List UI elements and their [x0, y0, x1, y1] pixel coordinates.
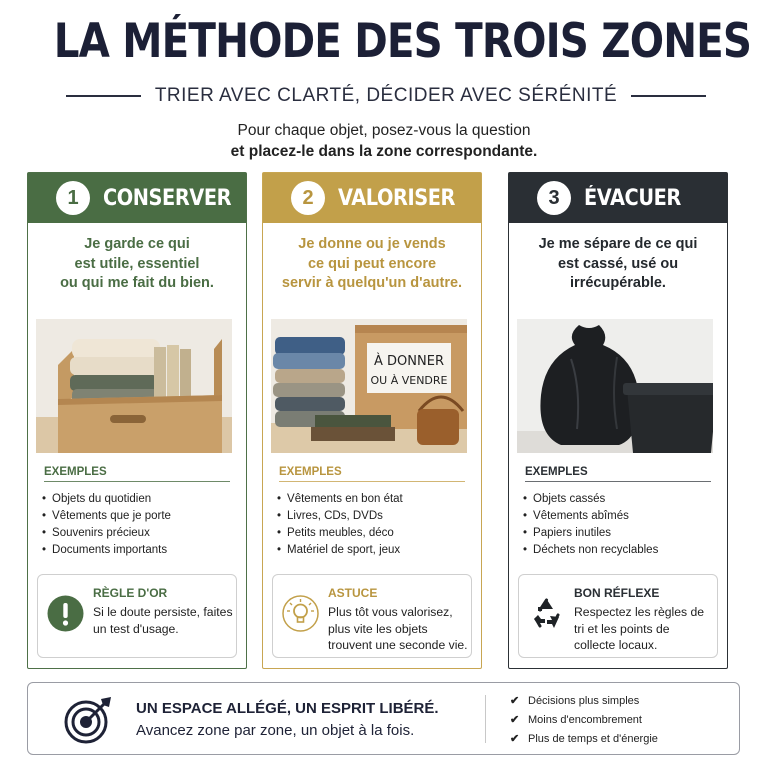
zone-number: 2 — [291, 181, 325, 215]
list-item — [510, 730, 658, 749]
zone-description — [28, 235, 246, 294]
target-icon — [63, 695, 113, 745]
zone-title: VALORISER — [338, 185, 455, 211]
zone-title: CONSERVER — [103, 185, 232, 211]
tip-box — [37, 574, 237, 658]
banner-subtitle: Avancez zone par zone, un objet à la fois. — [136, 722, 415, 739]
tip-box — [272, 574, 472, 658]
list-item — [510, 711, 658, 730]
examples-heading: EXEMPLES — [525, 466, 711, 482]
lightbulb-icon — [282, 595, 319, 632]
zone-number: 1 — [56, 181, 90, 215]
zone-description — [509, 235, 727, 294]
zone-card-evacuer — [508, 172, 728, 669]
zone-description — [263, 235, 481, 294]
tip-box — [518, 574, 718, 658]
photo-label: À DONNER — [374, 354, 444, 369]
zone-number: 3 — [537, 181, 571, 215]
summary-banner — [27, 682, 740, 755]
benefit-label: Plus de temps et d'énergie — [528, 733, 658, 745]
list-item: • Documents importants — [42, 542, 171, 559]
desc-line: ou qui me fait du bien. — [60, 275, 214, 291]
divider — [485, 695, 486, 743]
tip-title: ASTUCE — [328, 586, 378, 600]
examples-list — [277, 491, 403, 559]
desc-line: est utile, essentiel — [74, 255, 200, 272]
list-item — [510, 692, 658, 711]
zone-header — [263, 173, 481, 223]
zone-card-conserver — [27, 172, 247, 669]
intro-line-1: Pour chaque objet, posez-vous la question — [237, 122, 531, 139]
examples-heading: EXEMPLES — [279, 466, 465, 482]
check-icon: ✔ — [510, 695, 520, 707]
tip-title: RÈGLE D'OR — [93, 586, 168, 600]
zone-card-valoriser — [262, 172, 482, 669]
list-item: • Papiers inutiles — [523, 525, 658, 542]
zone-header — [509, 173, 727, 223]
photo-donation-box — [271, 319, 467, 453]
zone-header — [28, 173, 246, 223]
list-item: • Matériel de sport, jeux — [277, 542, 403, 559]
list-item: • Déchets non recyclables — [523, 542, 658, 559]
page-title: LA MÉTHODE DES TROIS ZONES — [53, 14, 752, 69]
examples-list — [523, 491, 658, 559]
desc-line: ce qui peut encore — [307, 255, 437, 272]
list-item: • Objets du quotidien — [42, 491, 171, 508]
list-item: • Livres, CDs, DVDs — [277, 508, 403, 525]
tip-title: BON RÉFLEXE — [574, 586, 660, 600]
list-item: • Souvenirs précieux — [42, 525, 171, 542]
intro — [0, 120, 768, 162]
tip-text: Respectez les règles de tri et les points de collecte locaux. — [574, 605, 705, 652]
list-item: • Vêtements que je porte — [42, 508, 171, 525]
desc-line: Je donne ou je vends — [298, 236, 446, 252]
subtitle: TRIER AVEC CLARTÉ, DÉCIDER AVEC SÉRÉNITÉ — [154, 85, 618, 106]
intro-line-2: et placez-le dans la zone correspondante. — [230, 143, 538, 160]
list-item: • Vêtements en bon état — [277, 491, 403, 508]
examples-heading: EXEMPLES — [44, 466, 230, 482]
desc-line: est cassé, usé ou — [557, 255, 679, 272]
check-icon: ✔ — [510, 733, 520, 745]
divider-right — [631, 95, 706, 97]
list-item: • Objets cassés — [523, 491, 658, 508]
subtitle-row — [66, 84, 706, 108]
zone-title: ÉVACUER — [584, 185, 681, 211]
exclamation-icon — [47, 595, 84, 632]
desc-line: irrécupérable. — [570, 275, 666, 291]
check-icon: ✔ — [510, 714, 520, 726]
tip-text: Si le doute persiste, faites un test d'usage. — [93, 605, 233, 636]
desc-line: Je garde ce qui — [84, 236, 190, 252]
photo-box-of-kept-items — [36, 319, 232, 453]
benefits-list — [510, 692, 658, 749]
photo-label: OU À VENDRE — [370, 374, 448, 387]
banner-title: UN ESPACE ALLÉGÉ, UN ESPRIT LIBÉRÉ. — [136, 700, 439, 717]
list-item: • Petits meubles, déco — [277, 525, 403, 542]
tip-text: Plus tôt vous valorisez, plus vite les objets trouvent une seconde vie. — [328, 605, 468, 652]
benefit-label: Décisions plus simples — [528, 695, 640, 707]
desc-line: servir à quelqu'un d'autre. — [281, 275, 463, 291]
divider-left — [66, 95, 141, 97]
list-item: • Vêtements abîmés — [523, 508, 658, 525]
photo-trash-bag-and-bin — [517, 319, 713, 453]
desc-line: Je me sépare de ce qui — [538, 236, 698, 252]
recycle-icon — [528, 595, 565, 632]
examples-list — [42, 491, 171, 559]
benefit-label: Moins d'encombrement — [528, 714, 642, 726]
